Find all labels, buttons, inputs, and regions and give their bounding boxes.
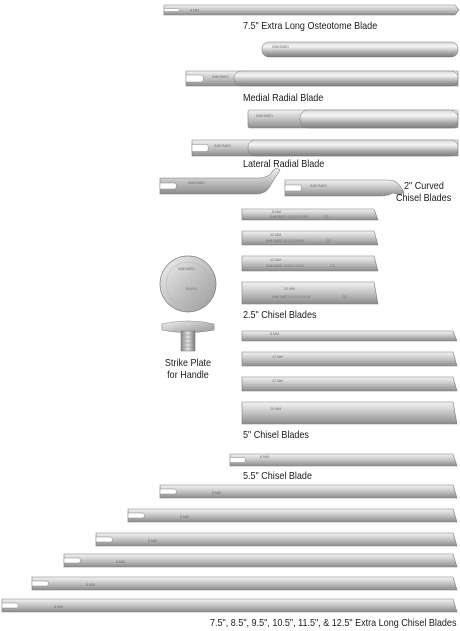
label-extra-long-chisel-blades: 7.5", 8.5", 9.5", 10.5", 11.5", & 12.5" Extra Long Chisel Blades [210,617,457,629]
chisel25-d-ce: CE [342,295,347,299]
curved-right-engraving: INNOMED [310,184,327,188]
chisel25-b-ce: CE [326,239,331,243]
chisel55-size: 8 MM [260,455,269,459]
chisel25-d-code: INNOMED 51225 XXXX [272,295,311,299]
curved-left-engraving: INNOMED [188,181,205,185]
curved-chisel-blade-left [160,168,280,194]
medial-lower-engraving: INNOMED [212,75,229,79]
extra-long-chisel-blades [2,485,457,612]
strike-plate [160,256,216,351]
chisel25-c-code: INNOMED 51224 XXXX [266,264,305,268]
chisel25-b-size: 12 MM [270,233,281,237]
chisel25-a-size: 8 MM [272,210,281,214]
chisel5-a-size: 8 MM [270,332,279,336]
xl-blade-6-size: 8 MM [54,605,63,609]
chisel5-c-size: 12 MM [272,379,283,383]
label-strike-plate-line2: for Handle [167,369,209,381]
chisel25-a-code: INNOMED 51223 XXXX [270,215,309,219]
plate-engraving-top: INNOMED [178,267,195,271]
chisel25-d-size: 20 MM [284,287,295,291]
chisel5-d-size: 20 MM [270,407,281,411]
osteotome-blade [164,5,459,15]
chisel-5-set [242,331,457,424]
label-curved-line1: 2" Curved [404,180,444,192]
chisel25-a-ce: CE [324,215,329,219]
medial-upper-engraving: INNOMED [272,45,289,49]
chisel25-c-ce: CE [330,264,335,268]
label-chisel-55: 5.5" Chisel Blade [243,470,312,482]
chisel-55-blade [230,454,457,466]
xl-blade-2-size: 8 MM [180,515,189,519]
label-strike-plate-line1: Strike Plate [164,357,212,369]
medial-radial-blade [186,42,458,86]
label-medial-radial-blade: Medial Radial Blade [243,92,324,104]
chisel-25-set [242,209,378,304]
label-curved-line2: Chisel Blades [396,192,452,204]
label-osteotome-blade: 7.5" Extra Long Osteotome Blade [243,20,378,32]
plate-engraving-mid: 5149-0 [186,287,198,291]
xl-blade-5-size: 8 MM [86,583,95,587]
lateral-lower-engraving: INNOMED [214,144,231,148]
lateral-upper-engraving: INNOMED [256,114,273,118]
xl-blade-3-size: 8 MM [148,539,157,543]
xl-blade-1-size: 8 MM [212,491,221,495]
curved-chisel-blade-right [285,180,404,196]
xl-blade-4-size: 8 MM [116,560,125,564]
chisel5-b-size: 12 MM [272,355,283,359]
lateral-radial-blade [192,110,458,156]
label-chisel-5: 5" Chisel Blades [243,429,309,441]
chisel25-c-size: 12 MM [270,258,281,262]
chisel25-b-code: INNOMED 51223 XXXX [266,239,305,243]
label-chisel-25: 2.5" Chisel Blades [243,309,317,321]
osteotome-engraving: 8 MM [190,8,199,13]
label-lateral-radial-blade: Lateral Radial Blade [243,158,325,170]
